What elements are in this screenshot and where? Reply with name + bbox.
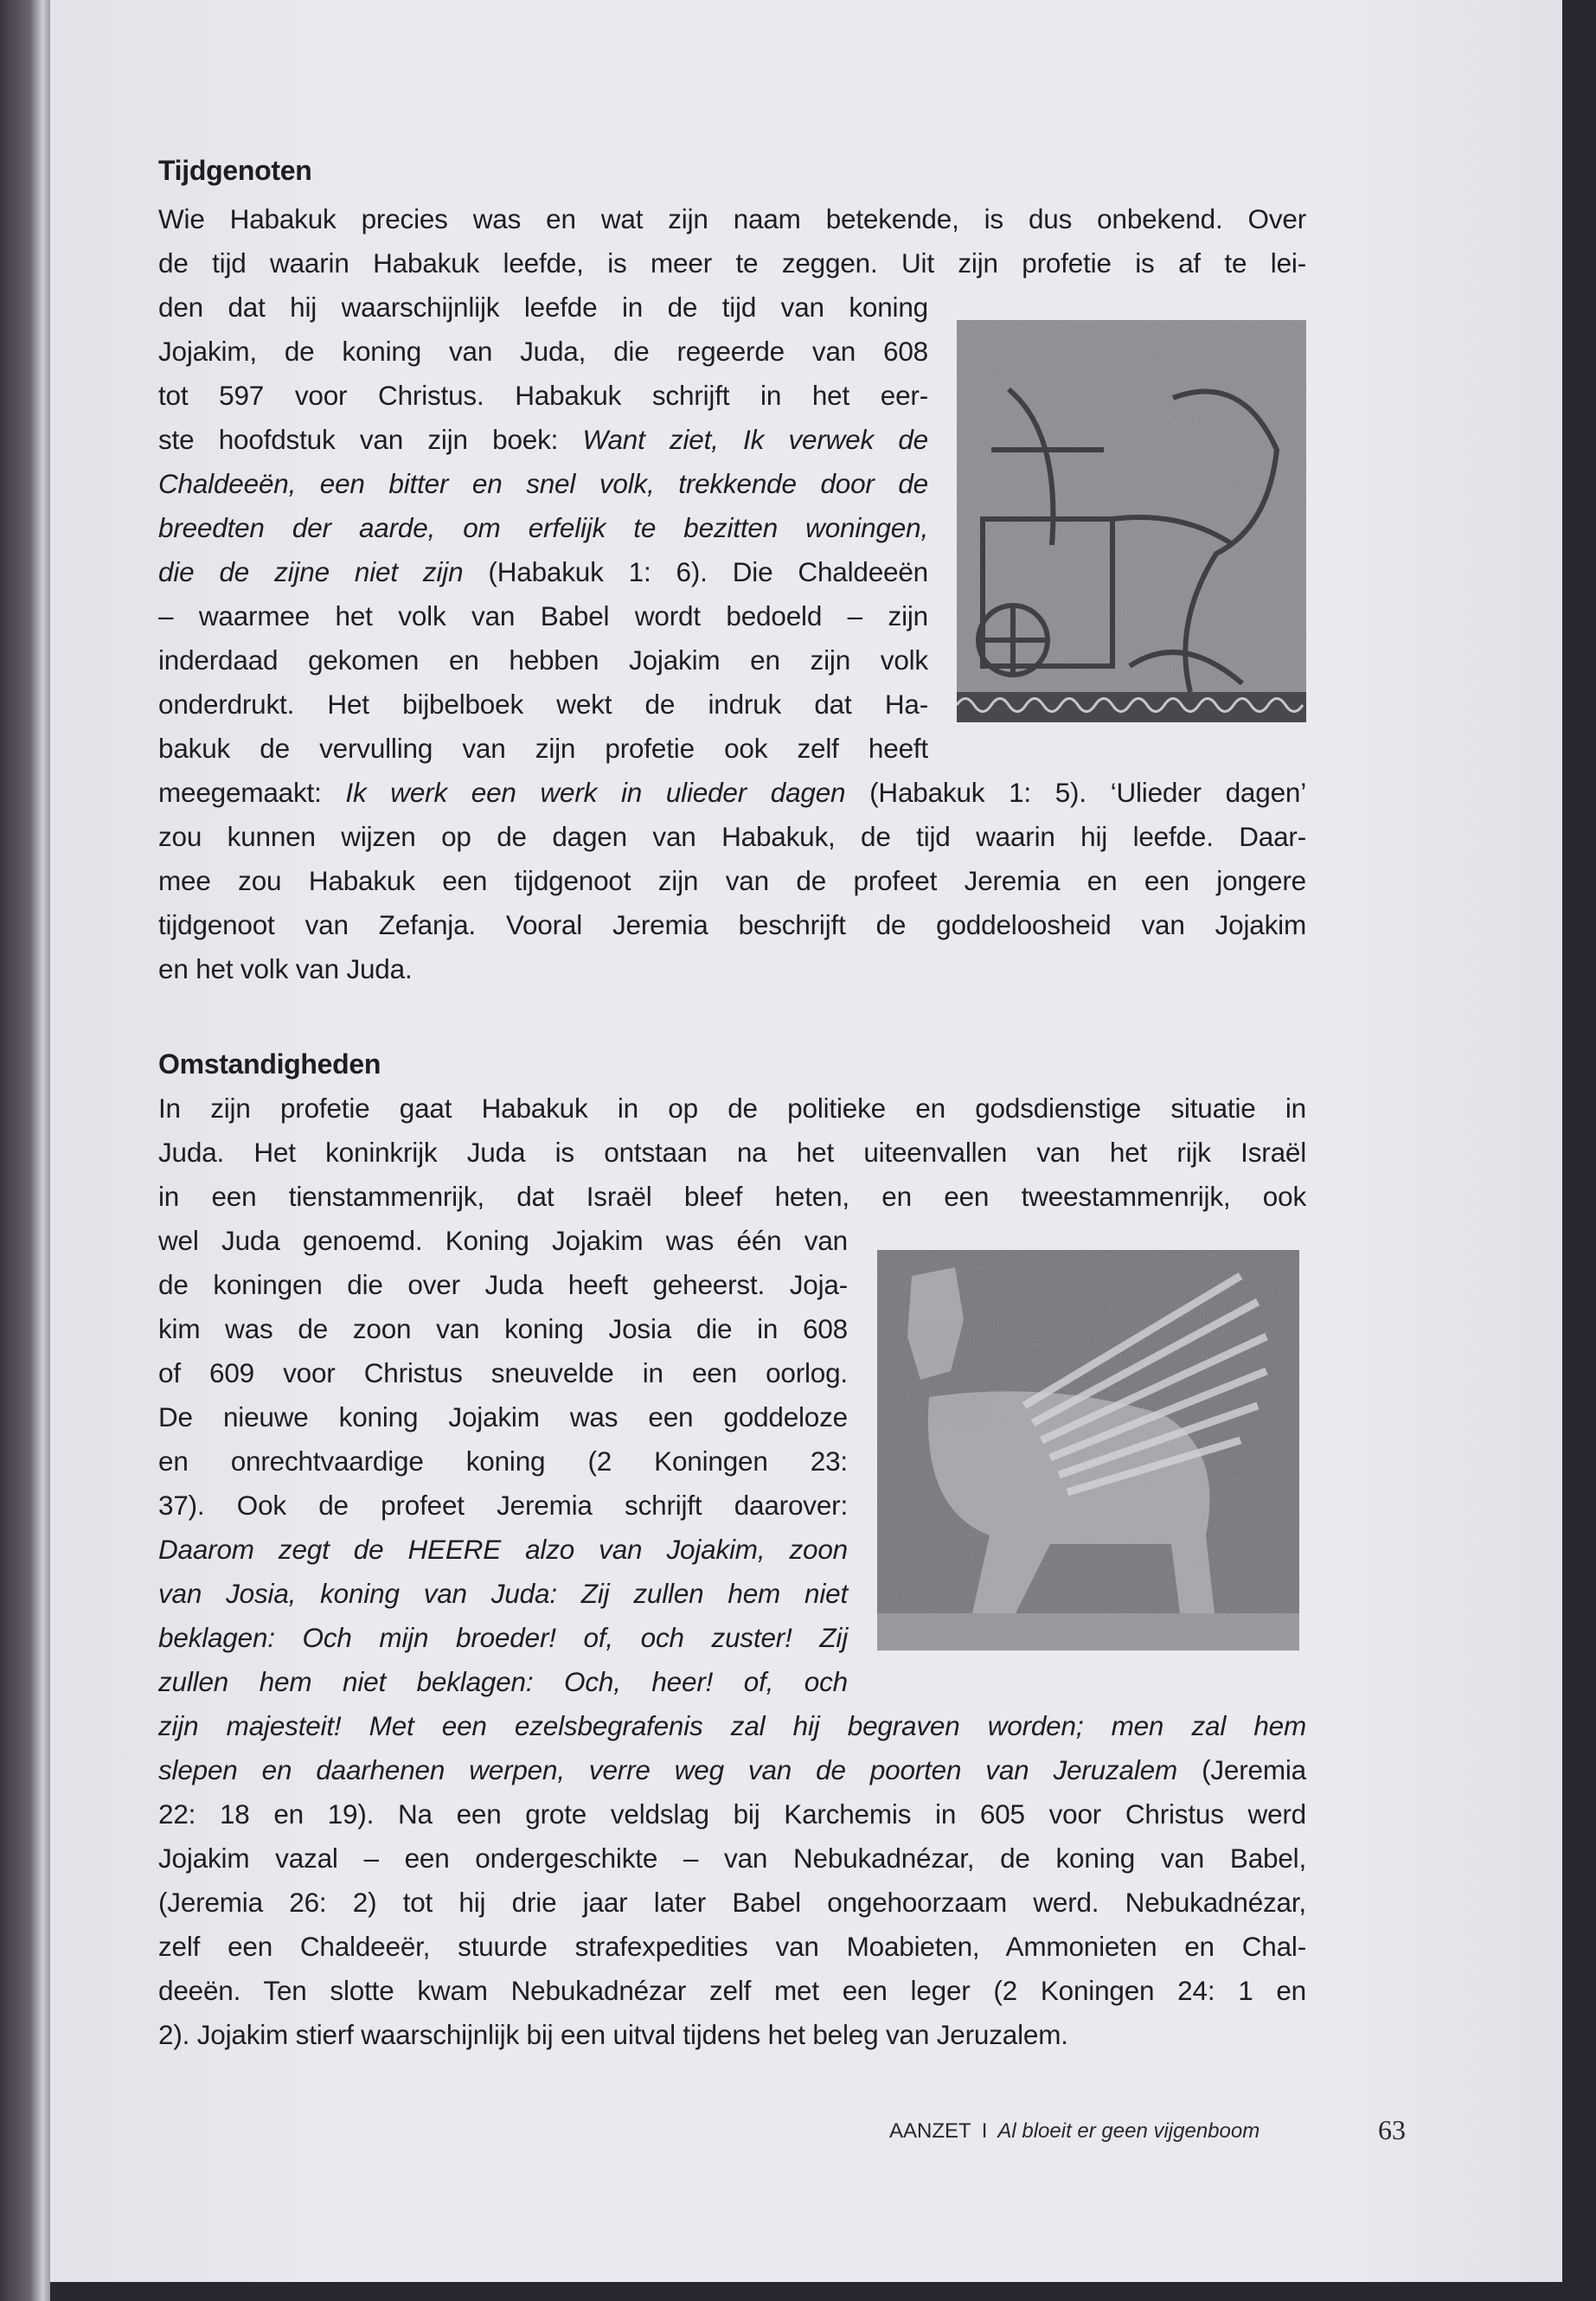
body-text: meegemaakt: <box>158 777 346 808</box>
quotation-text: Daarom zegt de HEERE alzo van Jojakim, zoon <box>158 1534 848 1565</box>
text-line <box>158 374 928 418</box>
body-text: den dat hij waarschijnlijk leefde in de tijd van koning <box>158 292 928 323</box>
text-line <box>158 903 1306 947</box>
body-text: de tijd waarin Habakuk leefde, is meer te zeggen. Uit zijn profetie is af te lei- <box>158 247 1306 279</box>
body-text: en het volk van Juda. <box>158 953 413 984</box>
body-text: (Jeremia <box>1177 1754 1306 1785</box>
quotation-text: Ik werk een werk in ulieder dagen <box>345 777 846 808</box>
body-text: ste hoofdstuk van zijn boek: <box>158 424 583 455</box>
text-line <box>158 1086 1306 1131</box>
body-text: zelf een Chaldeeër, stuurde strafexpedities van Moabieten, Ammonieten en Chal- <box>158 1931 1306 1962</box>
text-line <box>158 1439 848 1484</box>
body-text: 37). Ook de profeet Jeremia schrijft daarover: <box>158 1490 848 1521</box>
text-line <box>158 1748 1306 1792</box>
text-line <box>158 2013 1306 2057</box>
text-line <box>158 241 1306 285</box>
quotation-text: slepen en daarhenen werpen, verre weg van de poorten van Jeruzalem <box>158 1754 1178 1785</box>
quotation-text: van Josia, koning van Juda: Zij zullen hem niet <box>158 1578 848 1609</box>
text-line <box>158 1131 1306 1175</box>
section-heading: Tijdgenoten <box>158 155 312 186</box>
body-text: bakuk de vervulling van zijn profetie ook zelf heeft <box>158 733 928 764</box>
text-line <box>158 197 1306 241</box>
text-line <box>158 1175 1306 1219</box>
relief-image-winged-sphinx <box>877 1250 1299 1650</box>
text-line <box>158 815 1306 859</box>
text-line <box>158 1572 848 1616</box>
text-line <box>158 1660 848 1704</box>
text-line <box>158 1792 1306 1836</box>
text-line <box>158 683 928 727</box>
footer-book-title: Al bloeit er geen vijgenboom <box>997 2119 1260 2143</box>
page-number: 63 <box>1378 2114 1406 2145</box>
body-text: Wie Habakuk precies was en wat zijn naam betekende, is dus onbekend. Over <box>158 203 1306 234</box>
body-text: Juda. Het koninkrijk Juda is ontstaan na het uiteenvallen van het rijk Israël <box>158 1137 1306 1168</box>
text-line <box>158 1484 848 1528</box>
body-text: zou kunnen wijzen op de dagen van Habakuk, de tijd waarin hij leefde. Daar- <box>158 821 1306 852</box>
text-line <box>158 1263 848 1307</box>
text-line <box>158 1307 848 1351</box>
text-line <box>158 506 928 550</box>
text-line <box>158 1881 1306 1925</box>
text-line <box>158 1969 1306 2013</box>
body-text: onderdrukt. Het bijbelboek wekt de indruk dat Ha- <box>158 689 928 720</box>
text-line <box>158 594 928 638</box>
quotation-text: zijn majesteit! Met een ezelsbegrafenis zal hij begraven worden; men zal hem <box>158 1710 1306 1741</box>
body-text: mee zou Habakuk een tijdgenoot zijn van de profeet Jeremia en een jongere <box>158 865 1306 896</box>
body-text: De nieuwe koning Jojakim was een goddeloze <box>158 1401 848 1433</box>
relief-image-chariot-archer <box>957 320 1306 722</box>
text-line <box>158 550 928 594</box>
body-text: de koningen die over Juda heeft geheerst. Joja- <box>158 1269 848 1300</box>
body-text: – waarmee het volk van Babel wordt bedoeld – zijn <box>158 600 928 631</box>
body-text: Jojakim vazal – een ondergeschikte – van Nebukadnézar, de koning van Babel, <box>158 1843 1306 1874</box>
body-text: Jojakim, de koning van Juda, die regeerde van 608 <box>158 336 928 367</box>
text-line <box>158 771 1306 815</box>
text-line <box>158 727 928 771</box>
quotation-text: die de zijne niet zijn <box>158 556 464 587</box>
body-text: In zijn profetie gaat Habakuk in op de politieke en godsdienstige situatie in <box>158 1093 1306 1124</box>
body-text: deeën. Ten slotte kwam Nebukadnézar zelf met een leger (2 Koningen 24: 1 en <box>158 1975 1306 2006</box>
quotation-text: Chaldeeën, een bitter en snel volk, trekkende door de <box>158 468 928 499</box>
book-spine-edge <box>0 0 50 2301</box>
section-heading: Omstandigheden <box>158 1048 381 1080</box>
body-text: en onrechtvaardige koning (2 Koningen 23: <box>158 1445 848 1477</box>
text-line <box>158 285 928 330</box>
text-line <box>158 1528 848 1572</box>
body-text: in een tienstammenrijk, dat Israël bleef heten, en een tweestammenrijk, ook <box>158 1181 1306 1212</box>
body-text: (Habakuk 1: 5). ‘Ulieder dagen’ <box>845 777 1307 808</box>
body-text: wel Juda genoemd. Koning Jojakim was één van <box>158 1225 848 1256</box>
body-text: of 609 voor Christus sneuvelde in een oorlog. <box>158 1357 848 1388</box>
body-text: (Jeremia 26: 2) tot hij drie jaar later Babel ongehoorzaam werd. Nebukadnézar, <box>158 1887 1306 1918</box>
footer-separator: I <box>981 2119 988 2143</box>
text-line <box>158 1925 1306 1969</box>
quotation-text: Want ziet, Ik verwek de <box>582 424 928 455</box>
body-text: 2). Jojakim stierf waarschijnlijk bij een uitval tijdens het beleg van Jeruzalem. <box>158 2019 1068 2050</box>
body-text: inderdaad gekomen en hebben Jojakim en zijn volk <box>158 644 928 676</box>
quotation-text: breedten der aarde, om erfelijk te bezitten woningen, <box>158 512 928 543</box>
text-line <box>158 1395 848 1439</box>
text-line <box>158 462 928 506</box>
text-line <box>158 330 928 374</box>
text-line <box>158 638 928 683</box>
text-line <box>158 1616 848 1660</box>
text-line <box>158 1219 848 1263</box>
footer-series: AANZET <box>889 2119 971 2143</box>
quotation-text: beklagen: Och mijn broeder! of, och zuster! Zij <box>158 1622 848 1653</box>
text-line <box>158 1351 848 1395</box>
text-line <box>158 418 928 462</box>
text-line <box>158 1704 1306 1748</box>
text-line <box>158 859 1306 903</box>
body-text: tijdgenoot van Zefanja. Vooral Jeremia beschrijft de goddeloosheid van Jojakim <box>158 909 1306 940</box>
body-text: 22: 18 en 19). Na een grote veldslag bij Karchemis in 605 voor Christus werd <box>158 1798 1306 1830</box>
body-text: tot 597 voor Christus. Habakuk schrijft in het eer- <box>158 380 928 411</box>
quotation-text: zullen hem niet beklagen: Och, heer! of, och <box>158 1666 848 1697</box>
text-line <box>158 947 1306 991</box>
page-footer <box>889 2114 1406 2145</box>
text-line <box>158 1836 1306 1881</box>
body-text: kim was de zoon van koning Josia die in 608 <box>158 1313 848 1344</box>
body-text: (Habakuk 1: 6). Die Chaldeeën <box>463 556 928 587</box>
